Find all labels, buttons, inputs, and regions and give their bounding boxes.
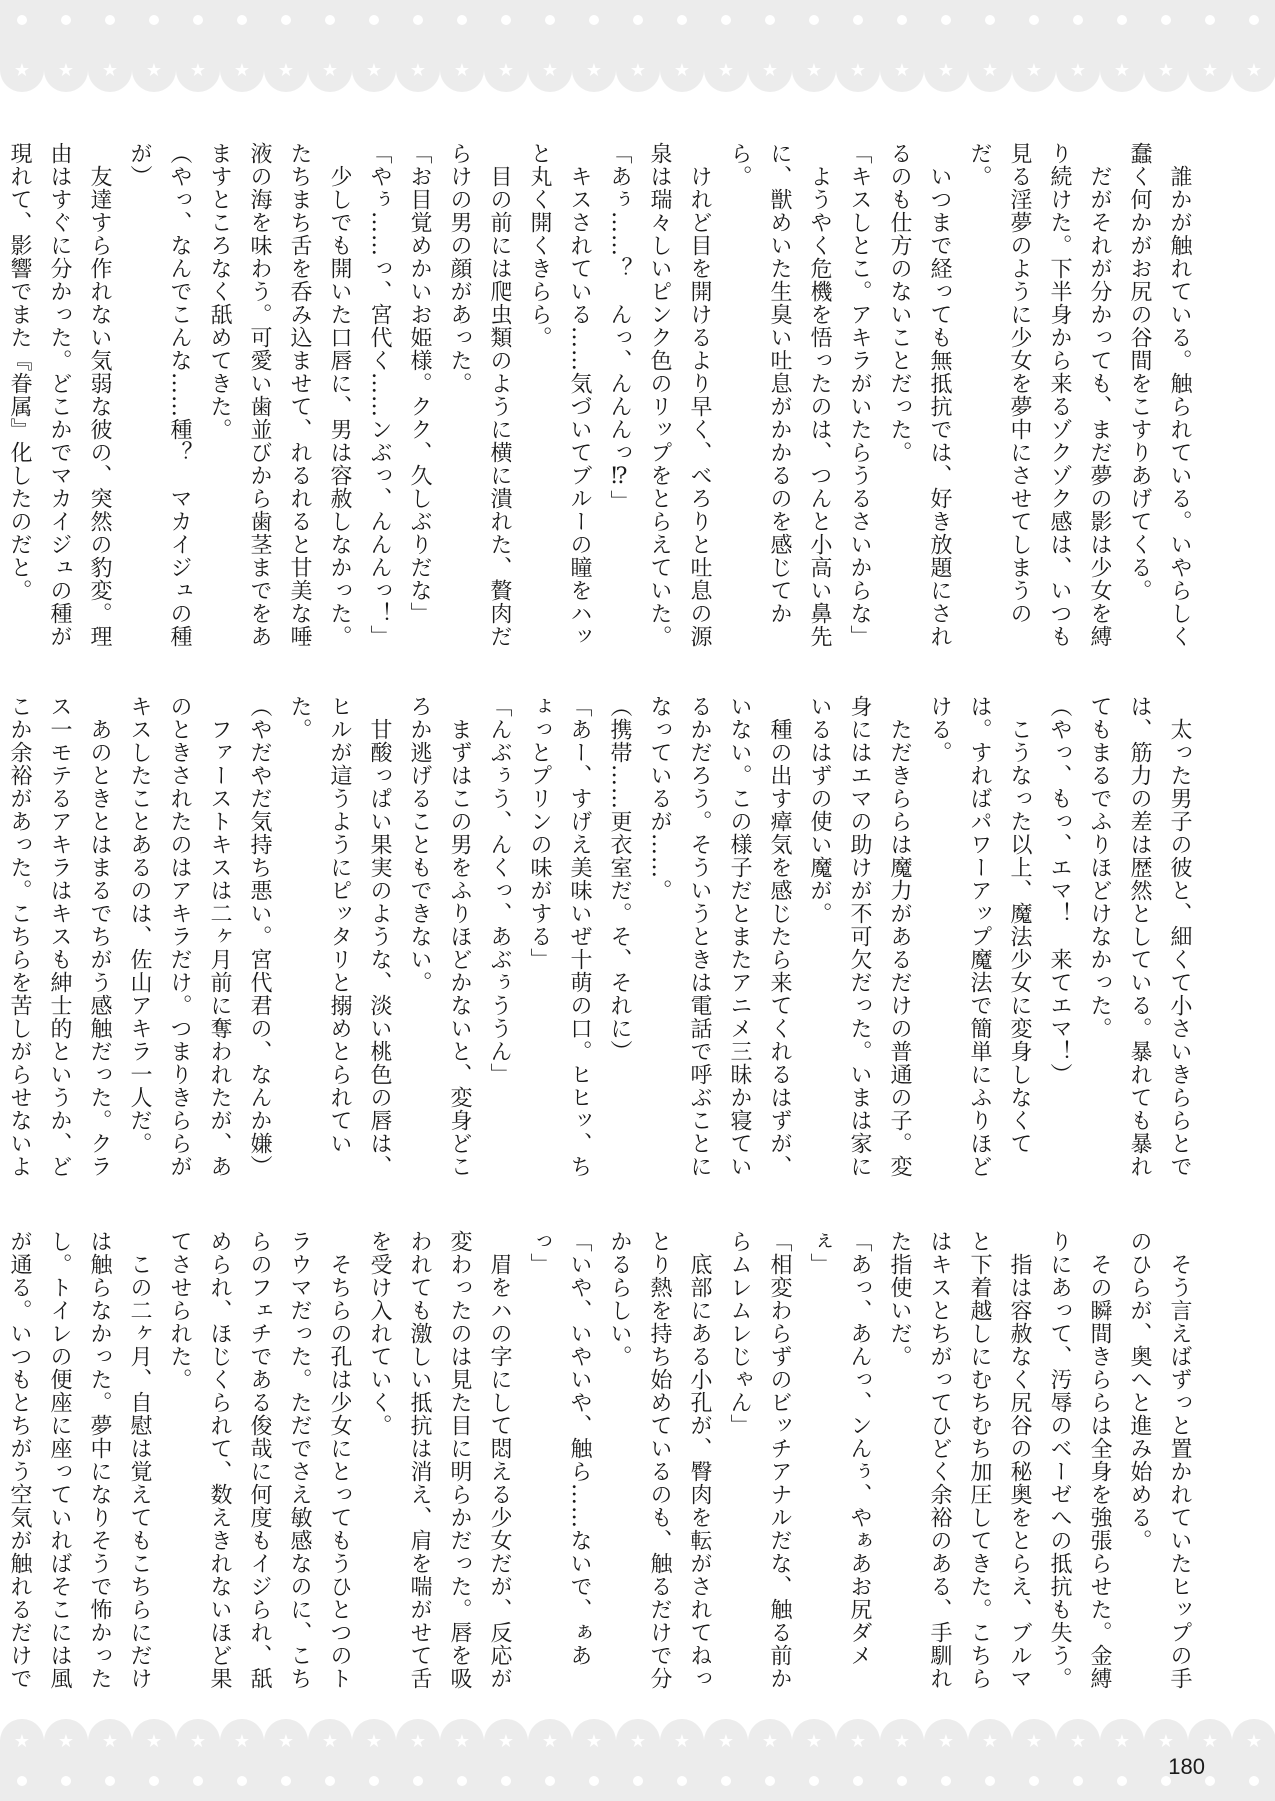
svg-text:★: ★ (365, 60, 383, 81)
text-block-top (7, 142, 1199, 662)
text-block-bottom (7, 1230, 1199, 1700)
paragraph: 「お目覚めかいお姫様。クク、久しぶりだな」 (407, 142, 432, 625)
paragraph: ファーストキスは二ヶ月前に奪われたが、あのときされたのはアキラだけ。つまりきららがキスしたことあるのは、佐山アキラ一人だ。 (127, 695, 232, 1178)
paragraph: こうなった以上、魔法少女に変身しなくては。すればパワーアップ魔法で簡単にふりほどける。 (927, 695, 1032, 1178)
lace-star-icon (0, 0, 1275, 100)
svg-text:★: ★ (981, 1731, 999, 1752)
svg-text:★: ★ (717, 1731, 735, 1752)
svg-text:★: ★ (1025, 1731, 1043, 1752)
paragraph: （やっ、なんでこんな……種？ マカイジュの種が） (127, 142, 192, 648)
svg-text:★: ★ (761, 60, 779, 81)
paragraph: キスされている……気づいてブルーの瞳をハッと丸く開くきらら。 (527, 142, 592, 648)
svg-text:★: ★ (541, 60, 559, 81)
svg-text:★: ★ (761, 1731, 779, 1752)
svg-text:★: ★ (145, 1731, 163, 1752)
svg-text:★: ★ (189, 1731, 207, 1752)
paragraph: 「あー、すげえ美味いぜ十萌の口。ヒヒッ、ちょっとプリンの味がする」 (527, 695, 592, 1178)
svg-text:★: ★ (673, 60, 691, 81)
svg-text:★: ★ (277, 1731, 295, 1752)
paragraph: 種の出す瘴気を感じたら来てくれるはずが、いない。この様子だとまたアニメ三昧か寝ているかだろう。そういうときは電話で呼ぶことになっているが……。 (647, 695, 792, 1178)
svg-text:★: ★ (1069, 1731, 1087, 1752)
svg-text:★: ★ (233, 1731, 251, 1752)
svg-text:★: ★ (541, 1731, 559, 1752)
svg-text:★: ★ (145, 60, 163, 81)
svg-text:★: ★ (585, 60, 603, 81)
lace-star-icon (0, 1701, 1275, 1801)
paragraph: 「やぅ……っ、宮代く……ンぶっ、んんんっ！」 (367, 142, 392, 648)
paragraph: そう言えばずっと置かれていたヒップの手のひらが、奥へと進み始める。 (1127, 1230, 1192, 1690)
paragraph: 太った男子の彼と、細くて小さいきららとでは、筋力の差は歴然としている。暴れても暴れてもまるでふりほどけなかった。 (1087, 695, 1192, 1178)
svg-text:★: ★ (849, 60, 867, 81)
paragraph: 少しでも開いた口唇に、男は容赦しなかった。たちまち舌を呑み込ませて、れるれると甘美な唾液の海を味わう。可愛い歯並びから歯茎までをあますところなく舐めてきた。 (207, 142, 352, 648)
svg-text:★: ★ (849, 1731, 867, 1752)
svg-text:★: ★ (937, 60, 955, 81)
svg-text:★: ★ (189, 60, 207, 81)
svg-text:★: ★ (13, 60, 31, 81)
svg-text:★: ★ (937, 1731, 955, 1752)
paragraph: その瞬間きららは全身を強張らせた。金縛りにあって、汚辱のベーゼへの抵抗も失う。 (1047, 1230, 1112, 1690)
svg-text:★: ★ (981, 60, 999, 81)
svg-text:★: ★ (629, 1731, 647, 1752)
bottom-lace-border (0, 1701, 1275, 1801)
svg-text:★: ★ (497, 60, 515, 81)
svg-text:★: ★ (1245, 60, 1263, 81)
paragraph: 友達すら作れない気弱な彼の、突然の豹変。理由はすぐに分かった。どこかでマカイジュの種が現れて、影響でまた『眷属』化したのだと。 (7, 142, 112, 648)
svg-text:★: ★ (673, 1731, 691, 1752)
svg-text:★: ★ (585, 1731, 603, 1752)
svg-text:★: ★ (1157, 1731, 1175, 1752)
svg-text:★: ★ (57, 60, 75, 81)
paragraph: そちらの孔は少女にとってもうひとつのトラウマだった。ただでさえ敏感なのに、こちらのフェチである俊哉に何度もイジられ、舐められ、ほじくられて、数えきれないほど果てさせられた。 (167, 1230, 352, 1690)
svg-text:★: ★ (101, 1731, 119, 1752)
paragraph: いつまで経っても無抵抗では、好き放題にされるのも仕方のないことだった。 (887, 142, 952, 648)
paragraph: 「あっ、あんっ、ンんぅ、やぁあお尻ダメぇ」 (807, 1230, 872, 1667)
paragraph: 底部にある小孔が、臀肉を転がされてねっとり熱を持ち始めているのも、触るだけで分かるらしい。 (607, 1230, 712, 1690)
svg-text:★: ★ (321, 1731, 339, 1752)
svg-text:★: ★ (409, 60, 427, 81)
svg-text:★: ★ (893, 1731, 911, 1752)
paragraph: あのときとはまるでちがう感触だった。クラス一モテるアキラはキスも紳士的というか、どこか余裕があった。こちらを苦しがらせないよ (7, 695, 112, 1178)
paragraph: 「いや、いやいや、触ら……ないで、ぁあっ」 (527, 1230, 592, 1667)
paragraph: だがそれが分かっても、まだ夢の影は少女を縛り続けた。下半身から来るゾクゾク感は、いつも見る淫夢のように少女を夢中にさせてしまうのだ。 (967, 142, 1112, 648)
paragraph: 甘酸っぱい果実のような、淡い桃色の唇は、ヒルが這うようにピッタリと搦めとられていた。 (287, 695, 392, 1178)
paragraph: （やっ、もっ、エマ！ 来てエマ！） (1047, 695, 1072, 1086)
svg-text:★: ★ (57, 1731, 75, 1752)
text-block-middle (7, 695, 1199, 1195)
svg-text:★: ★ (805, 60, 823, 81)
svg-text:★: ★ (1157, 60, 1175, 81)
paragraph: ただきららは魔力があるだけの普通の子。変身にはエマの助けが不可欠だった。いまは家にいるはずの使い魔が。 (807, 695, 912, 1178)
svg-text:★: ★ (365, 1731, 383, 1752)
svg-text:★: ★ (1113, 60, 1131, 81)
svg-text:★: ★ (409, 1731, 427, 1752)
svg-text:★: ★ (13, 1731, 31, 1752)
paragraph: （携帯……更衣室だ。そ、それに） (607, 695, 632, 1063)
svg-text:★: ★ (1113, 1731, 1131, 1752)
svg-text:★: ★ (1069, 60, 1087, 81)
svg-text:★: ★ (453, 60, 471, 81)
paragraph: ようやく危機を悟ったのは、つんと小高い鼻先に、獣めいた生臭い吐息がかかるのを感じてから。 (727, 142, 832, 648)
paragraph: 目の前には爬虫類のように横に潰れた、贅肉だらけの男の顔があった。 (447, 142, 512, 648)
svg-text:★: ★ (1201, 60, 1219, 81)
svg-text:★: ★ (321, 60, 339, 81)
svg-text:★: ★ (629, 60, 647, 81)
paragraph: 眉をハの字にして悶える少女だが、反応が変わったのは見た目に明らかだった。唇を吸われても激しい抵抗は消え、肩を喘がせて舌を受け入れていく。 (367, 1230, 512, 1690)
svg-text:★: ★ (1245, 1731, 1263, 1752)
svg-text:★: ★ (233, 60, 251, 81)
paragraph: まずはこの男をふりほどかないと、変身どころか逃げることもできない。 (407, 695, 472, 1178)
paragraph: （やだやだ気持ち悪い。宮代君の、なんか嫌） (247, 695, 272, 1178)
svg-text:★: ★ (893, 60, 911, 81)
svg-text:★: ★ (277, 60, 295, 81)
page-number: 180 (1168, 1754, 1205, 1779)
top-lace-border (0, 0, 1275, 100)
svg-text:★: ★ (1201, 1731, 1219, 1752)
svg-text:★: ★ (101, 60, 119, 81)
svg-text:★: ★ (1025, 60, 1043, 81)
paragraph: 「んぶぅう、んくっ、あぶぅううん」 (487, 695, 512, 1086)
paragraph: 「キスしとこ。アキラがいたらうるさいからな」 (847, 142, 872, 648)
paragraph: 「相変わらずのビッチアナルだな、触る前からムレムレじゃん」 (727, 1230, 792, 1690)
svg-text:★: ★ (717, 60, 735, 81)
paragraph: けれど目を開けるより早く、べろりと吐息の源泉は瑞々しいピンク色のリップをとらえていた。 (647, 142, 712, 648)
paragraph: この二ヶ月、自慰は覚えてもこちらにだけは触らなかった。夢中になりそうで怖かったし。トイレの便座に座っていればそこには風が通る。いつもとちがう空気が触れるだけで (7, 1230, 152, 1690)
svg-text:★: ★ (497, 1731, 515, 1752)
paragraph: 「あぅ……？ んっ、んんんっ⁉」 (607, 142, 632, 513)
svg-text:★: ★ (453, 1731, 471, 1752)
paragraph: 誰かが触れている。触られている。いやらしく蠢く何かがお尻の谷間をこすりあげてくる。 (1127, 142, 1192, 648)
svg-text:★: ★ (805, 1731, 823, 1752)
paragraph: 指は容赦なく尻谷の秘奥をとらえ、ブルマと下着越しにむちむち加圧してきた。こちらはキスとちがってひどく余裕のある、手馴れた指使いだ。 (887, 1230, 1032, 1690)
